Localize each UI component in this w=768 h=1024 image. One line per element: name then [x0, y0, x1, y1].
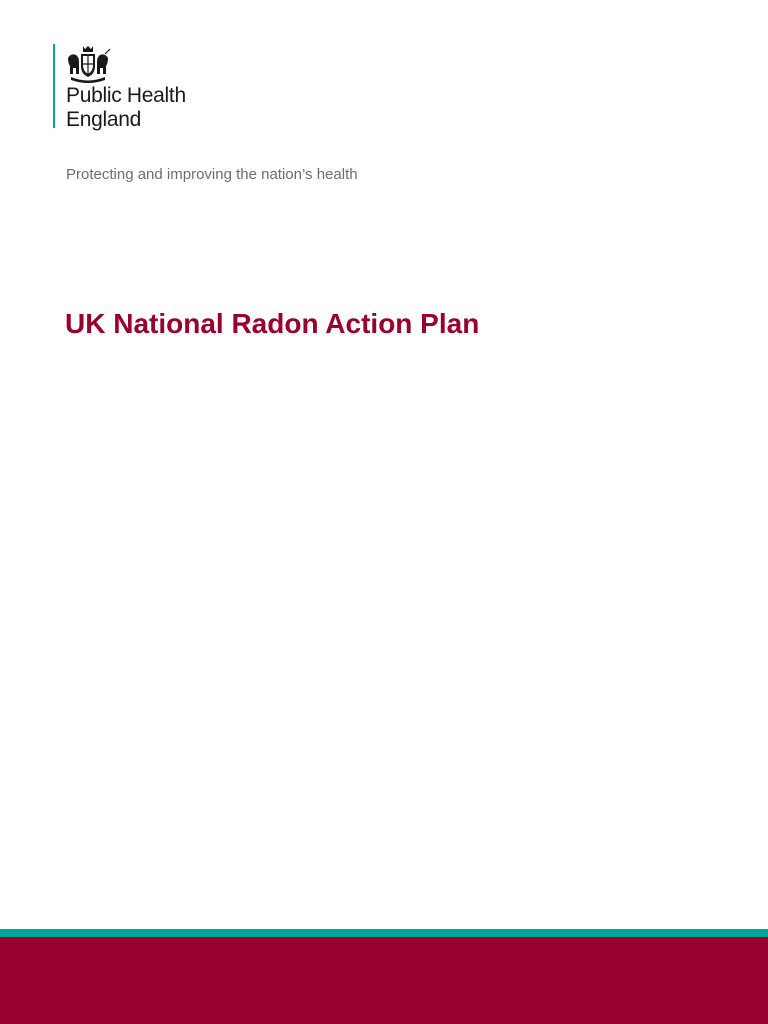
- tagline: Protecting and improving the nation’s health: [66, 166, 358, 183]
- org-name-line2: England: [66, 108, 141, 131]
- org-name-line1: Public Health: [66, 84, 186, 107]
- footer-maroon-band: [0, 937, 768, 1024]
- logo-divider: [53, 44, 55, 128]
- org-name: [66, 84, 186, 132]
- royal-coat-of-arms-icon: [65, 44, 111, 84]
- document-title: UK National Radon Action Plan: [65, 308, 480, 339]
- footer-teal-stripe: [0, 929, 768, 937]
